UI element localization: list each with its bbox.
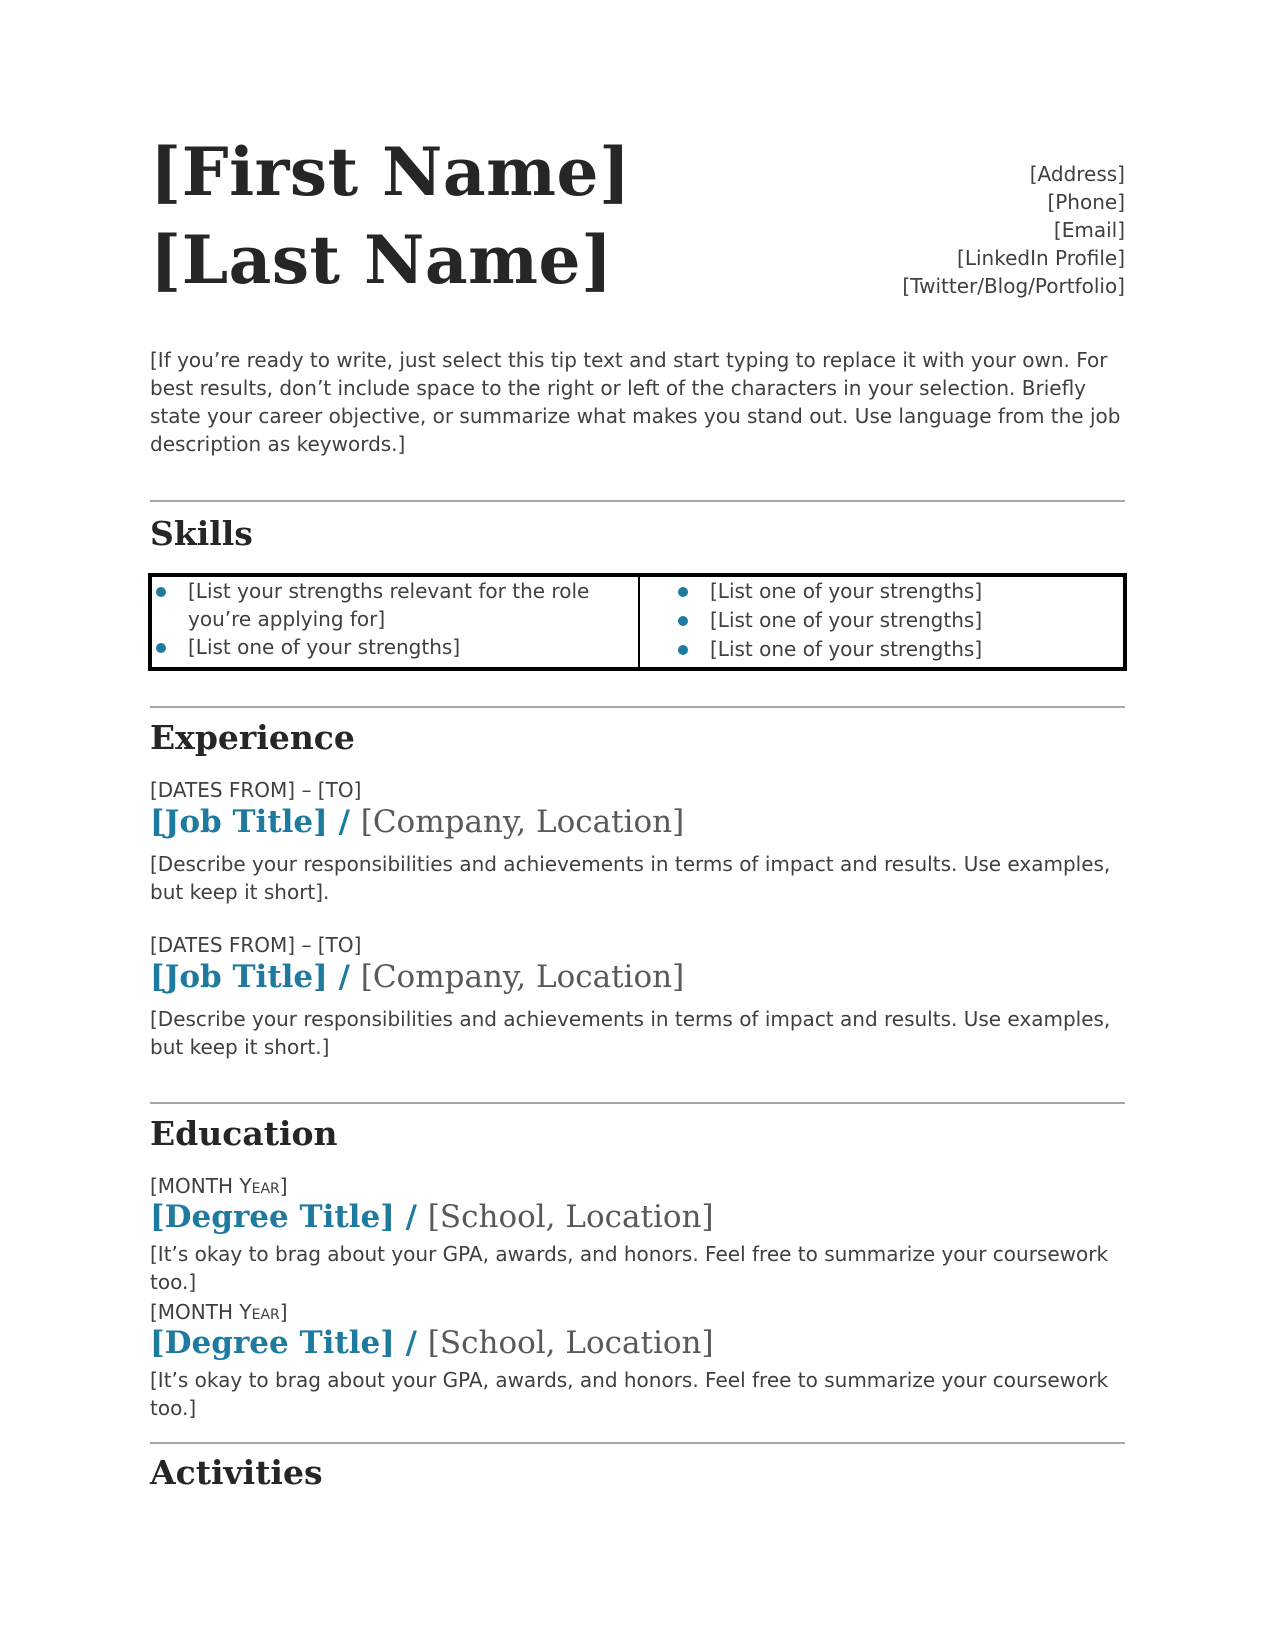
contact-linkedin[interactable]: [LinkedIn Profile] — [957, 246, 1125, 270]
first-name[interactable]: [First Name] — [150, 133, 631, 211]
education-date[interactable] — [150, 1298, 288, 1326]
date-year: Year — [239, 1174, 280, 1198]
skills-heading: Skills — [150, 514, 253, 553]
section-divider — [150, 500, 1125, 502]
contact-email[interactable]: [Email] — [1053, 218, 1125, 242]
contact-phone[interactable]: [Phone] — [1047, 190, 1125, 214]
experience-description[interactable]: [Describe your responsibilities and achievements in terms of impact and results. Use examples, but keep it short.] — [150, 1007, 1111, 1059]
education-title — [150, 1197, 714, 1237]
bullet-icon — [678, 645, 688, 655]
resume-page — [150, 0, 1125, 1650]
skills-table — [148, 573, 1127, 671]
activities-heading: Activities — [150, 1453, 323, 1492]
experience-title — [150, 802, 684, 842]
date-year: Year — [239, 1300, 280, 1324]
school-location[interactable]: [School, Location] — [427, 1325, 714, 1361]
experience-heading: Experience — [150, 718, 355, 757]
title-separator: / — [327, 804, 361, 840]
bullet-icon — [156, 587, 166, 597]
bullet-icon — [156, 643, 166, 653]
degree-title[interactable]: [Degree Title] — [150, 1199, 395, 1235]
title-separator: / — [327, 959, 361, 995]
contact-address[interactable]: [Address] — [1029, 162, 1125, 186]
school-location[interactable]: [School, Location] — [427, 1199, 714, 1235]
education-heading: Education — [150, 1114, 338, 1153]
skill-item[interactable]: [List one of your strengths] — [710, 637, 983, 661]
education-date[interactable] — [150, 1172, 288, 1200]
skills-column-right — [640, 577, 1123, 667]
experience-description[interactable]: [Describe your responsibilities and achievements in terms of impact and results. Use examples, but keep it short]. — [150, 852, 1111, 904]
company-location[interactable]: [Company, Location] — [360, 959, 685, 995]
skill-item[interactable]: [List one of your strengths] — [710, 608, 983, 632]
section-divider — [150, 1102, 1125, 1104]
degree-title[interactable]: [Degree Title] — [150, 1325, 395, 1361]
skill-item[interactable]: [List your strengths relevant for the role you’re applying for] — [188, 579, 590, 631]
skill-item[interactable]: [List one of your strengths] — [710, 579, 983, 603]
name-block — [150, 128, 631, 304]
experience-dates[interactable]: [DATES FROM] – [TO] — [150, 933, 362, 957]
date-month: [MONTH — [150, 1174, 240, 1198]
company-location[interactable]: [Company, Location] — [360, 804, 685, 840]
education-title — [150, 1323, 714, 1363]
education-description[interactable]: [It’s okay to brag about your GPA, awards, and honors. Feel free to summarize your coursework too.] — [150, 1368, 1109, 1420]
objective-text[interactable]: [If you’re ready to write, just select this tip text and start typing to replace it with your own. For best results, don’t include space to the right or left of the characters in your selection. Briefly state your career objective, or summarize what makes you stand out. Use language from the job description as keywords.] — [150, 348, 1121, 456]
section-divider — [150, 1442, 1125, 1444]
education-description[interactable]: [It’s okay to brag about your GPA, awards, and honors. Feel free to summarize your coursework too.] — [150, 1242, 1109, 1294]
section-divider — [150, 706, 1125, 708]
job-title[interactable]: [Job Title] — [150, 804, 328, 840]
contact-info — [902, 160, 1125, 300]
skills-column-left — [152, 577, 640, 667]
date-month: [MONTH — [150, 1300, 240, 1324]
job-title[interactable]: [Job Title] — [150, 959, 328, 995]
contact-website[interactable]: [Twitter/Blog/Portfolio] — [902, 274, 1125, 298]
date-close: ] — [279, 1300, 288, 1324]
bullet-icon — [678, 616, 688, 626]
title-separator: / — [394, 1199, 428, 1235]
last-name[interactable]: [Last Name] — [150, 221, 613, 299]
experience-title — [150, 957, 684, 997]
title-separator: / — [394, 1325, 428, 1361]
date-close: ] — [279, 1174, 288, 1198]
experience-dates[interactable]: [DATES FROM] – [TO] — [150, 778, 362, 802]
bullet-icon — [678, 587, 688, 597]
skill-item[interactable]: [List one of your strengths] — [188, 635, 461, 659]
